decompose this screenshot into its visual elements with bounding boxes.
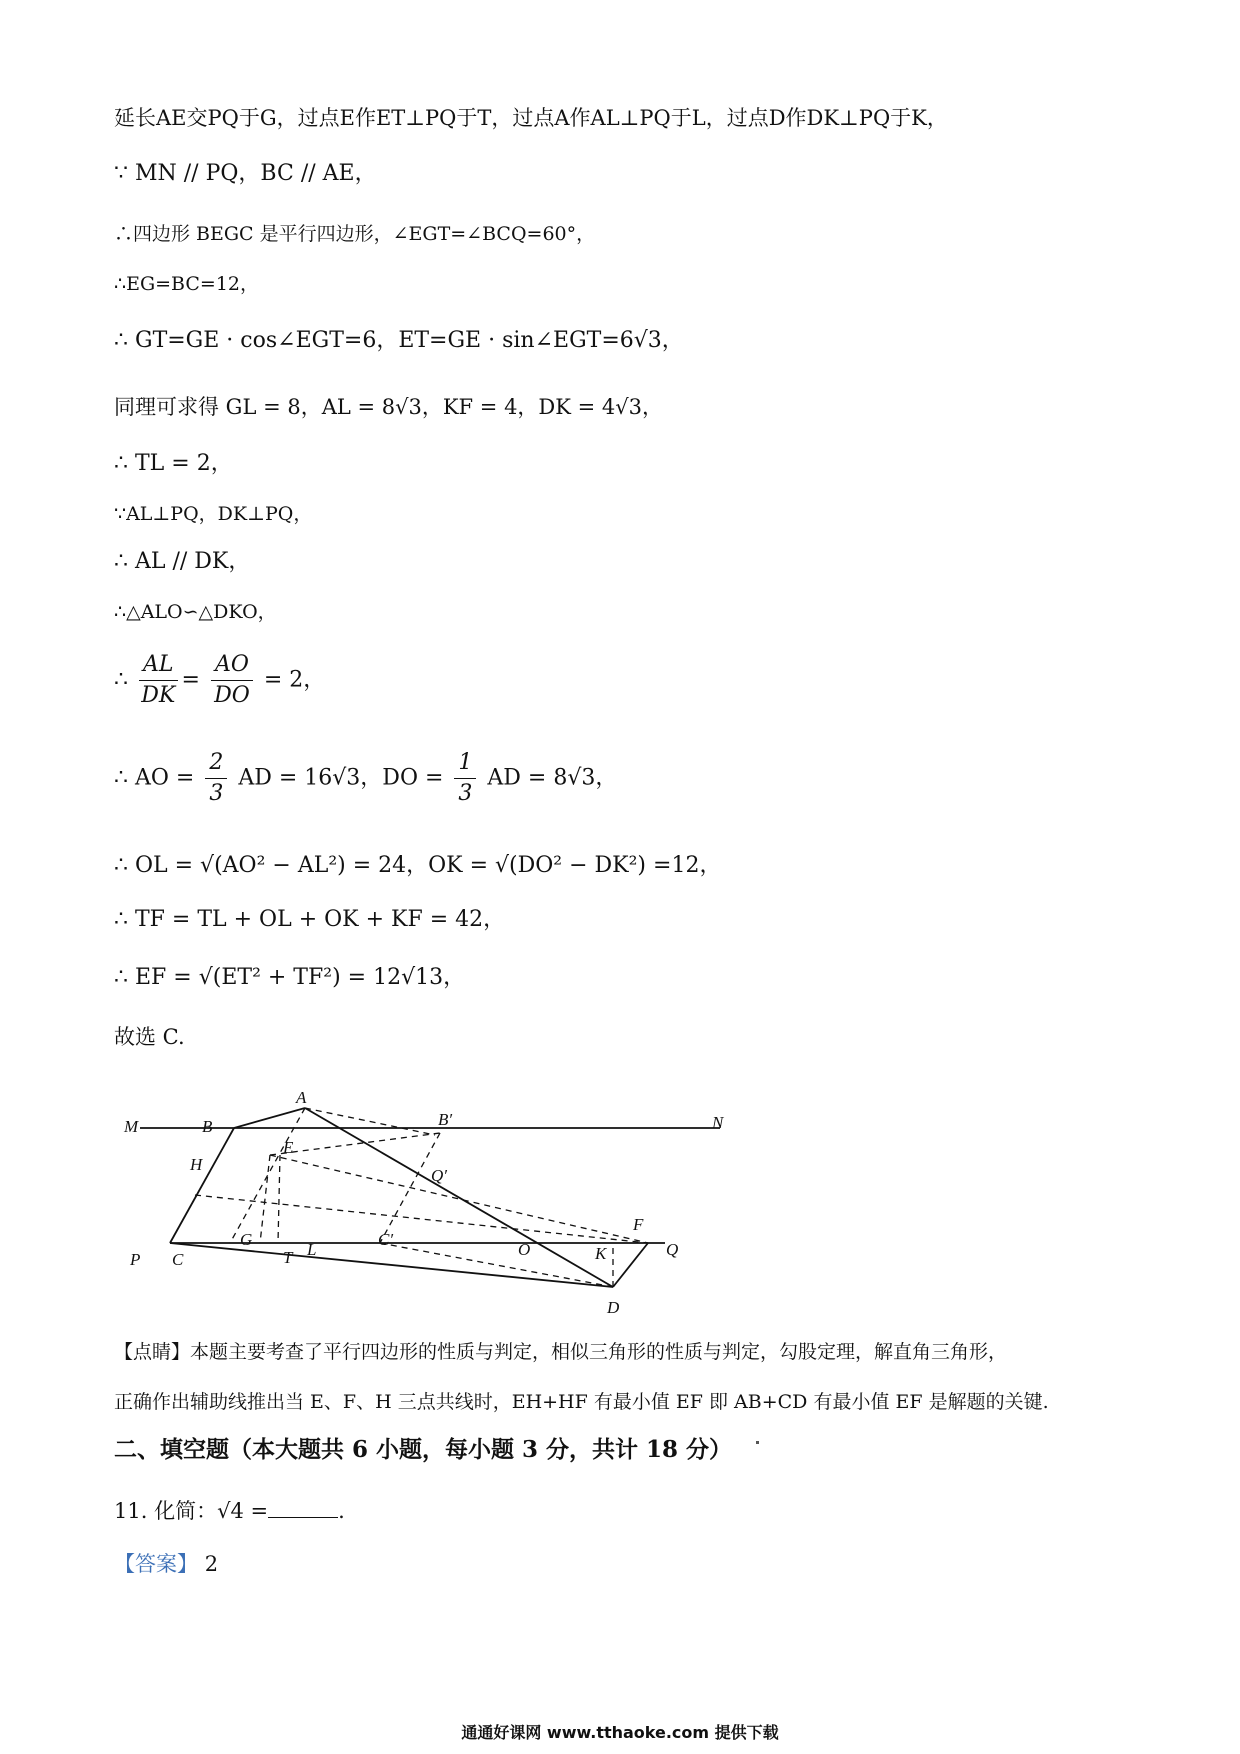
answer-value: 2: [204, 1552, 219, 1576]
fraction-one-third: [454, 748, 476, 809]
label-q: Q: [666, 1240, 679, 1259]
solution-line-11: ∴ $\frac{AL}{DK}$ = $\frac{AO}{DO}$ = 2，: [114, 650, 325, 711]
label-l: L: [307, 1240, 317, 1259]
numerator: AO: [211, 650, 253, 681]
question-end: .: [338, 1499, 345, 1523]
label-c-prime: C′: [378, 1230, 394, 1249]
solution-line-10: ∴△ALO∽△DKO，: [114, 601, 277, 623]
solution-line-12: [114, 748, 617, 809]
solution-line-2: ∵ MN // PQ，BC // AE，: [114, 161, 377, 186]
solution-line-7: ∴ TL = 2，: [114, 451, 233, 476]
answer-line: [114, 1550, 218, 1578]
segment-hf: [195, 1195, 648, 1243]
dot-mark: [756, 1441, 759, 1444]
label-o: O: [518, 1240, 531, 1259]
denominator: DO: [214, 683, 250, 708]
answer-blank[interactable]: [268, 1495, 338, 1518]
solution-line-6: 同理可求得 GL = 8，AL = 8√3，KF = 4，DK = 4√3，: [114, 395, 664, 419]
equation-middle: AD = 16√3，DO =: [238, 765, 444, 791]
segment-ba: [234, 1108, 305, 1128]
solution-line-9: ∴ AL // DK，: [114, 549, 251, 574]
segment-df: [613, 1243, 648, 1287]
label-m: M: [124, 1117, 139, 1136]
segment-ab-prime: [305, 1108, 435, 1135]
fraction-ao-do: [211, 650, 253, 711]
solution-line-16: 故选 C.: [114, 1025, 185, 1049]
numerator: 2: [205, 748, 227, 779]
label-p: P: [130, 1250, 141, 1269]
fraction-al-dk: [139, 650, 178, 711]
label-h: H: [190, 1155, 203, 1174]
solution-line-13: ∴ OL = √(AO² − AL²) = 24，OK = √(DO² − DK²) =12，: [114, 853, 722, 878]
equation-result: = 2，: [263, 667, 326, 693]
segment-cd: [170, 1243, 613, 1287]
question-expression: √4 =: [217, 1499, 269, 1523]
segment-c-prime-d: [380, 1243, 613, 1287]
label-d: D: [607, 1298, 620, 1315]
segment-et: [260, 1155, 270, 1243]
solution-line-14: ∴ TF = TL + OL + OK + KF = 42，: [114, 907, 506, 932]
numerator: 1: [454, 748, 476, 779]
label-q-prime: Q′: [431, 1166, 447, 1185]
denominator: 3: [209, 781, 224, 806]
denominator: DK: [141, 683, 176, 708]
answer-tag: 【答案】: [114, 1552, 198, 1576]
solution-line-8: ∵AL⊥PQ，DK⊥PQ，: [114, 503, 313, 525]
equation-suffix: AD = 8√3，: [487, 765, 618, 791]
label-b-prime: B′: [438, 1110, 453, 1129]
page-footer: 通通好课网 www.tthaoke.com 提供下载: [461, 1723, 779, 1742]
therefore-symbol: ∴: [114, 667, 128, 693]
question-prefix: 11. 化简：: [114, 1499, 218, 1523]
section-title: 二、填空题（本大题共 6 小题，每小题 3 分，共计 18 分）: [114, 1436, 733, 1463]
label-f: F: [633, 1215, 644, 1234]
solution-line-15: ∴ EF = √(ET² + TF²) = 12√13，: [114, 965, 466, 990]
label-e: E: [283, 1138, 294, 1157]
solution-line-5: ∴ GT=GE · cos∠EGT=6，ET=GE · sin∠EGT=6√3，: [114, 328, 684, 353]
segment-ef: [270, 1155, 648, 1243]
solution-line-4: ∴EG=BC=12，: [114, 273, 260, 295]
label-t: T: [283, 1248, 293, 1267]
geometry-figure: [120, 1075, 740, 1315]
numerator: AL: [139, 650, 178, 681]
label-g: G: [240, 1230, 253, 1249]
fraction-two-thirds: [205, 748, 227, 809]
label-a: A: [296, 1088, 307, 1107]
comment-line-2: 正确作出辅助线推出当 E、F、H 三点共线时，EH+HF 有最小值 EF 即 AB+CD 有最小值 EF 是解题的关键.: [114, 1391, 1049, 1413]
segment-bc: [170, 1128, 234, 1243]
solution-line-1: 延长AE交PQ于G，过点E作ET⊥PQ于T，过点A作AL⊥PQ于L，过点D作DK⊥PQ于K，: [114, 106, 948, 130]
label-b: B: [202, 1117, 213, 1136]
segment-al: [278, 1155, 280, 1243]
solution-line-3: ∴四边形 BEGC 是平行四边形，∠EGT=∠BCQ=60°，: [114, 223, 596, 245]
question-11: [114, 1495, 345, 1525]
label-n: N: [712, 1113, 724, 1132]
equation-prefix: ∴ AO =: [114, 765, 195, 791]
label-c: C: [172, 1250, 184, 1269]
label-k: K: [595, 1244, 607, 1263]
denominator: 3: [458, 781, 473, 806]
comment-line-1: 【点睛】本题主要考查了平行四边形的性质与判定，相似三角形的性质与判定，勾股定理，解直角三角形，: [114, 1341, 1008, 1363]
